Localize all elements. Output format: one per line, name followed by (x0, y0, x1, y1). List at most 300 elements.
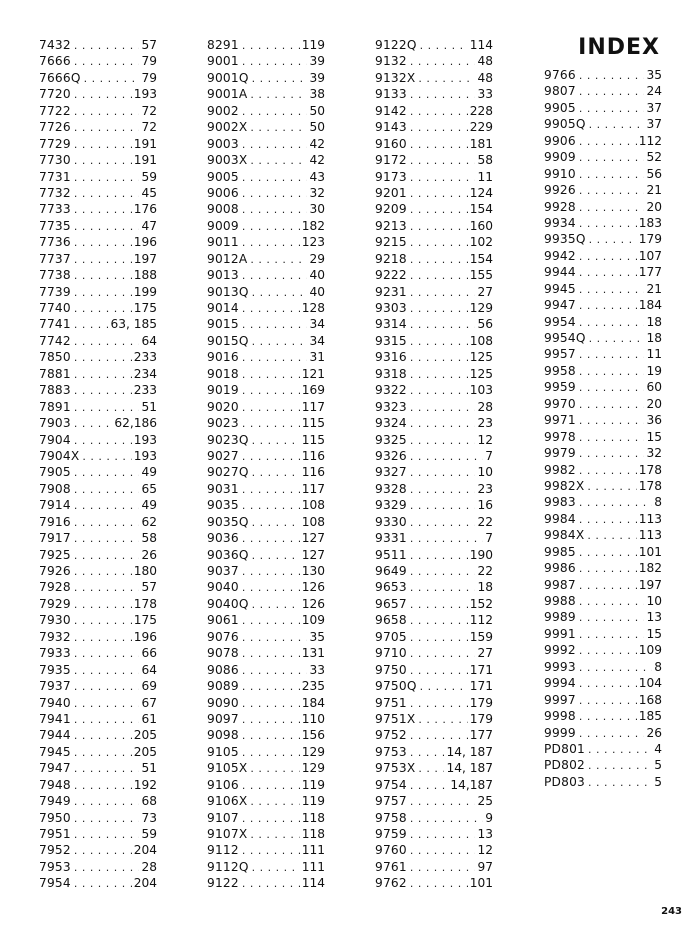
part-number: PD802 (544, 758, 585, 773)
index-entry (207, 201, 325, 217)
page-reference: 205 (133, 744, 157, 759)
index-entry (39, 251, 157, 267)
page-reference: 26 (141, 547, 157, 562)
page-reference: 123 (301, 235, 325, 250)
index-entry (544, 83, 662, 99)
dot-leader (579, 134, 637, 150)
index-entry (375, 481, 493, 497)
index-entry (544, 429, 662, 445)
page-reference: 118 (301, 827, 325, 841)
index-entry (375, 185, 493, 201)
index-entry (544, 692, 662, 708)
part-number: 9142 (375, 103, 407, 118)
dot-leader (410, 252, 468, 268)
part-number: 9318 (375, 366, 407, 381)
part-number: 7891 (39, 399, 71, 414)
dot-leader (579, 709, 637, 725)
index-entry (375, 662, 493, 678)
index-entry (39, 744, 157, 760)
dot-leader (410, 285, 476, 301)
page-reference: 159 (469, 629, 493, 644)
page-reference: 193 (133, 448, 157, 463)
dot-leader (74, 367, 132, 383)
index-entry (207, 875, 325, 891)
page-reference: 178 (638, 478, 662, 493)
page-reference: 184 (638, 298, 662, 313)
part-number: 9173 (375, 169, 407, 184)
page-reference: 72 (141, 103, 157, 118)
part-number: 9027 (207, 448, 239, 463)
dot-leader (250, 120, 307, 136)
page-reference: 32 (309, 185, 325, 200)
dot-leader (250, 827, 299, 843)
page-reference: 110 (301, 711, 325, 726)
dot-leader (242, 728, 300, 744)
page-reference: 8 (654, 495, 662, 510)
page-reference: 31 (309, 350, 325, 365)
part-number: 9090 (207, 695, 239, 710)
index-entry (375, 382, 493, 398)
part-number: 9906 (544, 133, 576, 148)
dot-leader (242, 679, 300, 695)
index-entry (39, 464, 157, 480)
dot-leader (242, 876, 300, 892)
dot-leader (579, 413, 645, 429)
dot-leader (410, 153, 476, 169)
part-number: 9076 (207, 629, 239, 644)
dot-leader (242, 317, 308, 333)
page-reference: 116 (301, 448, 325, 463)
index-entry (375, 316, 493, 332)
dot-leader (242, 663, 308, 679)
index-entry (375, 547, 493, 563)
part-number: 9097 (207, 711, 239, 726)
part-number: 9018 (207, 366, 239, 381)
part-number: 7928 (39, 580, 71, 595)
part-number: PD803 (544, 774, 585, 789)
part-number: 7949 (39, 794, 71, 809)
index-entry (39, 333, 157, 349)
index-entry (39, 300, 157, 316)
dot-leader (579, 84, 645, 100)
page-reference: 49 (141, 498, 157, 513)
part-number: 9760 (375, 843, 407, 858)
page-reference: 178 (638, 462, 662, 477)
page-reference: 175 (133, 613, 157, 628)
dot-leader (242, 219, 300, 235)
dot-leader (579, 397, 645, 413)
part-number: 7726 (39, 120, 71, 135)
index-entry (375, 563, 493, 579)
dot-leader (410, 219, 468, 235)
part-number: 9106X (207, 794, 248, 809)
index-entry (375, 399, 493, 415)
page-reference: 127 (301, 531, 325, 546)
page-reference: 101 (469, 876, 493, 891)
index-entry (375, 810, 493, 826)
dot-leader (579, 298, 637, 314)
page-reference: 5 (654, 774, 662, 789)
dot-leader (410, 778, 449, 794)
index-entry (375, 333, 493, 349)
part-number: 9019 (207, 383, 239, 398)
dot-leader (579, 578, 637, 594)
page-reference: 169 (301, 383, 325, 398)
index-entry (39, 711, 157, 727)
index-entry (39, 810, 157, 826)
page-reference: 50 (309, 120, 325, 135)
index-entry (207, 612, 325, 628)
dot-leader (579, 101, 645, 117)
dot-leader (242, 350, 308, 366)
dot-leader (250, 87, 307, 103)
part-number: 9112Q (207, 859, 249, 874)
page-reference: 125 (469, 350, 493, 365)
index-entry (544, 231, 662, 247)
index-entry (375, 251, 493, 267)
index-entry (207, 136, 325, 152)
index-entry (207, 777, 325, 793)
page-number: 243 (661, 906, 682, 917)
index-entry (375, 136, 493, 152)
page-reference: 233 (133, 383, 157, 398)
part-number: 9331 (375, 531, 407, 546)
index-entry (39, 316, 157, 332)
part-number: 9511 (375, 547, 407, 562)
page-reference: 183 (638, 215, 662, 230)
page-reference: 234 (133, 366, 157, 381)
index-entry (375, 201, 493, 217)
index-entry (544, 314, 662, 330)
index-entry (39, 267, 157, 283)
part-number: 9015 (207, 317, 239, 332)
part-number: 7881 (39, 366, 71, 381)
page-reference: 48 (477, 70, 493, 85)
page-reference: 40 (309, 284, 325, 299)
index-entry (375, 678, 493, 694)
index-entry (375, 859, 493, 875)
index-entry (375, 612, 493, 628)
index-entry (544, 248, 662, 264)
part-number: 7732 (39, 185, 71, 200)
index-entry (544, 478, 662, 494)
page-reference: 52 (646, 150, 662, 165)
part-number: 9326 (375, 448, 407, 463)
part-number: 9982 (544, 462, 576, 477)
dot-leader (410, 515, 476, 531)
part-number: 9982X (544, 478, 585, 493)
part-number: 9751 (375, 695, 407, 710)
part-number: 9329 (375, 498, 407, 513)
dot-leader (74, 202, 132, 218)
page-reference: 15 (646, 626, 662, 641)
page-reference: 154 (469, 202, 493, 217)
part-number: 7953 (39, 859, 71, 874)
part-number: 9107X (207, 827, 248, 841)
dot-leader (579, 380, 645, 396)
dot-leader (410, 696, 468, 712)
part-number: 7666 (39, 54, 71, 69)
dot-leader (242, 367, 300, 383)
page-reference: 38 (309, 87, 325, 102)
page-reference: 45 (141, 185, 157, 200)
dot-leader (410, 646, 476, 662)
page-reference: 9 (485, 810, 493, 825)
dot-leader (410, 54, 476, 70)
page-reference: 39 (309, 70, 325, 85)
dot-leader (252, 433, 300, 449)
page-reference: 33 (309, 662, 325, 677)
page-reference: 192 (133, 777, 157, 792)
dot-leader (410, 465, 476, 481)
dot-leader (252, 548, 300, 564)
dot-leader (242, 400, 300, 416)
dot-leader (242, 186, 308, 202)
dot-leader (410, 482, 476, 498)
dot-leader (410, 843, 476, 859)
dot-leader (579, 512, 637, 528)
dot-leader (589, 232, 637, 248)
dot-leader (579, 183, 645, 199)
dot-leader (410, 383, 468, 399)
dot-leader (74, 38, 140, 54)
index-entry (207, 497, 325, 513)
index-entry (375, 267, 493, 283)
part-number: 7930 (39, 613, 71, 628)
dot-leader (579, 594, 645, 610)
part-number: 9098 (207, 728, 239, 743)
dot-leader (242, 498, 300, 514)
page-reference: 109 (301, 613, 325, 628)
dot-leader (252, 860, 300, 876)
index-entry (207, 760, 325, 776)
dot-leader (250, 761, 299, 777)
part-number: 9754 (375, 777, 407, 792)
dot-leader (410, 170, 476, 186)
page-reference: 130 (301, 564, 325, 578)
page-reference: 79 (141, 54, 157, 69)
part-number: 7917 (39, 531, 71, 546)
page-reference: 196 (133, 235, 157, 250)
page-reference: 28 (141, 859, 157, 874)
dot-leader (410, 580, 476, 596)
dot-leader (410, 498, 476, 514)
page-reference: 127 (301, 547, 325, 562)
part-number: 9979 (544, 446, 576, 461)
part-number: 7883 (39, 383, 71, 398)
part-number: 7940 (39, 695, 71, 710)
dot-leader (418, 761, 444, 777)
part-number: 9945 (544, 281, 576, 296)
dot-leader (579, 347, 645, 363)
page-reference: 111 (301, 859, 325, 874)
dot-leader (242, 696, 300, 712)
index-entry (375, 596, 493, 612)
page-reference: 129 (301, 744, 325, 759)
index-entry (207, 119, 325, 135)
dot-leader (74, 712, 140, 728)
index-entry (39, 777, 157, 793)
page-reference: 32 (646, 446, 662, 461)
part-number: 7908 (39, 481, 71, 496)
part-number: 9008 (207, 202, 239, 217)
index-entry (207, 218, 325, 234)
part-number: 9954Q (544, 331, 586, 345)
part-number: 9753X (375, 761, 416, 776)
dot-leader (579, 364, 645, 380)
part-number: 9035 (207, 498, 239, 513)
page-reference: 102 (469, 235, 493, 250)
part-number: 9978 (544, 429, 576, 444)
page-reference: 101 (638, 544, 662, 559)
index-entry (375, 744, 493, 760)
index-entry (207, 415, 325, 431)
page-reference: 35 (646, 68, 662, 82)
index-entry (39, 645, 157, 661)
page-reference: 37 (646, 117, 662, 132)
index-entry (544, 330, 662, 346)
part-number: 9753 (375, 744, 407, 759)
index-entry (375, 497, 493, 513)
index-entry (207, 695, 325, 711)
part-number: 9133 (375, 87, 407, 102)
part-number: 9315 (375, 333, 407, 348)
page-reference: 56 (477, 317, 493, 332)
part-number: 7914 (39, 498, 71, 513)
part-number: 9089 (207, 679, 239, 694)
part-number: 9105X (207, 761, 248, 776)
page-reference: 171 (469, 662, 493, 677)
page-reference: 114 (469, 38, 493, 52)
index-entry (544, 116, 662, 132)
dot-leader (579, 545, 637, 561)
index-entry (39, 86, 157, 102)
index-entry (207, 464, 325, 480)
part-number: 9122Q (375, 38, 417, 52)
index-entry (207, 448, 325, 464)
dot-leader (579, 282, 645, 298)
dot-leader (74, 350, 132, 366)
part-number: 9078 (207, 646, 239, 661)
part-number: 7926 (39, 564, 71, 578)
page-reference: 20 (646, 199, 662, 214)
page-reference: 125 (469, 366, 493, 381)
page-reference: 21 (646, 281, 662, 296)
dot-leader (587, 528, 636, 544)
part-number: 9986 (544, 561, 576, 576)
part-number: 9001 (207, 54, 239, 69)
page-reference: 160 (469, 218, 493, 233)
dot-leader (410, 268, 468, 284)
dot-leader (242, 268, 308, 284)
page-reference: 56 (646, 166, 662, 181)
page-reference: 14, 187 (446, 744, 493, 759)
page-reference: 119 (301, 38, 325, 52)
page-reference: 47 (141, 218, 157, 233)
index-entry (544, 199, 662, 215)
page-reference: 57 (141, 38, 157, 52)
part-number: 9027Q (207, 465, 249, 480)
page-reference: 19 (646, 363, 662, 378)
dot-leader (74, 170, 140, 186)
page-reference: 199 (133, 284, 157, 299)
part-number: 9761 (375, 859, 407, 874)
page-reference: 72 (141, 120, 157, 135)
page-reference: 103 (469, 383, 493, 398)
part-number: 9649 (375, 564, 407, 578)
index-entry (207, 185, 325, 201)
part-number: 9935Q (544, 232, 586, 247)
index-entry (207, 349, 325, 365)
page-reference: 43 (309, 169, 325, 184)
part-number: 7729 (39, 136, 71, 151)
part-number: 9031 (207, 481, 239, 496)
dot-leader (82, 449, 131, 465)
part-number: 9013Q (207, 284, 249, 299)
page-reference: 37 (646, 100, 662, 115)
index-entry (375, 645, 493, 661)
dot-leader (410, 613, 468, 629)
dot-leader (579, 726, 645, 742)
page-reference: 126 (301, 596, 325, 611)
dot-leader (588, 775, 652, 791)
page-reference: 204 (133, 876, 157, 891)
index-entry (207, 826, 325, 842)
dot-leader (74, 285, 132, 301)
dot-leader (242, 416, 300, 432)
part-number: 7944 (39, 728, 71, 743)
dot-leader (410, 548, 468, 564)
part-number: 9324 (375, 416, 407, 431)
page-reference: 119 (301, 777, 325, 792)
index-column-1 (39, 37, 157, 892)
index-entry (375, 37, 493, 53)
page-reference: 116 (301, 465, 325, 480)
part-number: 7850 (39, 350, 71, 365)
dot-leader (579, 610, 645, 626)
part-number: 9984X (544, 528, 585, 543)
page-reference: 23 (477, 481, 493, 496)
dot-leader (74, 137, 132, 153)
index-entry (39, 185, 157, 201)
part-number: 7932 (39, 629, 71, 644)
part-number: 9959 (544, 380, 576, 395)
dot-leader (579, 430, 645, 446)
index-entry (544, 494, 662, 510)
part-number: 9122 (207, 876, 239, 891)
dot-leader (74, 597, 132, 613)
index-entry (375, 629, 493, 645)
part-number: 9001A (207, 87, 248, 102)
part-number: 9991 (544, 626, 576, 641)
index-entry (207, 234, 325, 250)
page-reference: 109 (638, 643, 662, 658)
index-entry (39, 136, 157, 152)
part-number: 9934 (544, 215, 576, 230)
part-number: 7738 (39, 268, 71, 283)
part-number: 9987 (544, 577, 576, 592)
part-number: 9958 (544, 363, 576, 378)
dot-leader (579, 68, 645, 84)
dot-leader (74, 186, 140, 202)
part-number: 7730 (39, 153, 71, 168)
part-number: 9758 (375, 810, 407, 825)
index-entry (207, 810, 325, 826)
page-reference: 60 (646, 380, 662, 395)
page-reference: 179 (469, 711, 493, 726)
dot-leader (74, 646, 140, 662)
dot-leader (242, 301, 300, 317)
